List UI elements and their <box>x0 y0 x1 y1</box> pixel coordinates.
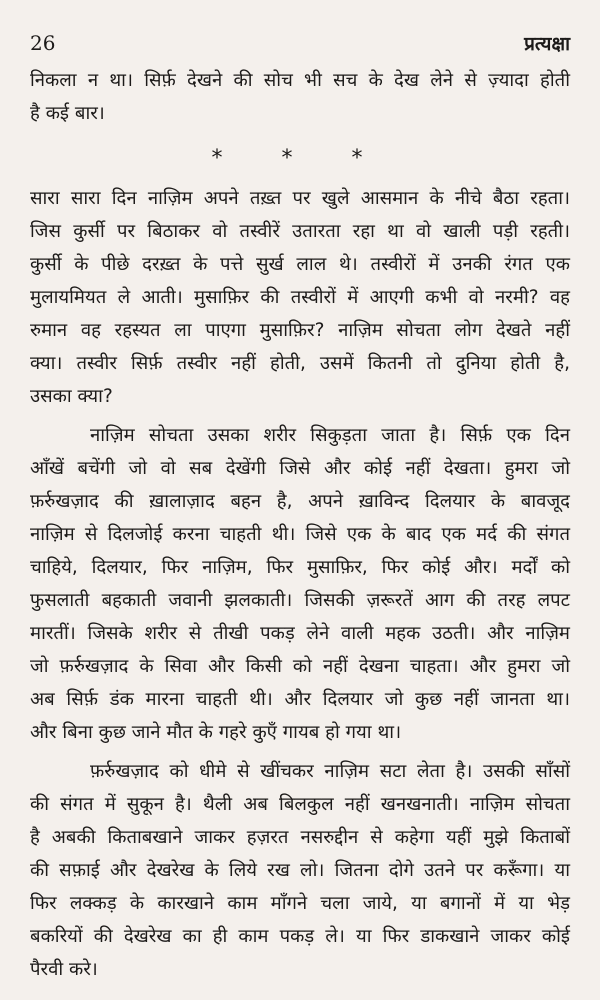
text-line: रुमान वह रहस्यत ला पाएगा मुसाफ़िर? नाज़िम सोचता लोग देखते नहीं <box>30 320 570 341</box>
text-line: फिर लक्कड़ के कारखाने काम माँगने चला जाये, या बगानों में या भेड़ <box>30 893 570 914</box>
text-line: फ़र्रुखज़ाद की ख़ालाज़ाद बहन है, अपने ख़ाविन्द दिलयार के बावजूद <box>30 491 570 512</box>
text-line: नाज़िम सोचता उसका शरीर सिकुड़ता जाता है। सिर्फ़ एक दिन <box>90 425 570 446</box>
text-line: पैरवी करे। <box>30 959 98 980</box>
text-line: मुलायमियत ले आती। मुसाफ़िर की तस्वीरों में आएगी कभी वो नरमी? वह <box>30 287 570 308</box>
text-line: जिस कुर्सी पर बिठाकर वो तस्वीरें उतारता रहा था वो खाली पड़ी रहती। <box>30 221 570 242</box>
text-line: कुर्सी के पीछे दरख़्त के पत्ते सुर्ख लाल थे। तस्वीरों में उनकी रंगत एक <box>30 254 570 275</box>
paragraph-2 <box>30 419 570 749</box>
text-line: है कई बार। <box>30 103 105 124</box>
running-title: प्रत्यक्षा <box>524 33 570 55</box>
text-line: सारा सारा दिन नाज़िम अपने तख़्त पर खुले आसमान के नीचे बैठा रहता। <box>30 188 570 209</box>
text-line: उसका क्या? <box>30 386 113 407</box>
paragraph-1 <box>30 182 570 413</box>
text-line: की सफ़ाई और देखरेख के लिये रख लो। जितना दोगे उतने पर करूँगा। या <box>30 860 570 881</box>
paragraph-continuation <box>30 64 570 130</box>
text-line: की संगत में सुकून है। थैली अब बिलकुल नहीं खनखनाती। नाज़िम सोचता <box>30 794 570 815</box>
text-line: चाहिये, दिलयार, फिर नाज़िम, फिर मुसाफ़िर, फिर कोई और। मर्दों को <box>30 557 570 578</box>
text-line: बकरियों की देखरेख का ही काम पकड़ ले। या फिर डाकखाने जाकर कोई <box>30 926 570 947</box>
text-line: है अबकी किताबखाने जाकर हज़रत नसरुद्दीन से कहेगा यहीं मुझे किताबों <box>30 827 570 848</box>
paragraph-3 <box>30 755 570 986</box>
text-line: क्या। तस्वीर सिर्फ़ तस्वीर नहीं होती, उसमें कितनी तो दुनिया होती है, <box>30 353 570 374</box>
text-line: अब सिर्फ़ डंक मारना चाहती थी। और दिलयार जो कुछ नहीं जानता था। <box>30 689 570 710</box>
text-line: नाज़िम से दिलजोई करना चाहती थी। जिसे एक के बाद एक मर्द की संगत <box>30 524 570 545</box>
text-line: फुसलाती बहकाती जवानी झलकाती। जिसकी ज़रूरतें आग की तरह लपट <box>30 590 570 611</box>
text-line: मारतीं। जिसके शरीर से तीखी पकड़ लेने वाली महक उठती। और नाज़िम <box>30 623 570 644</box>
text-line: आँखें बचेंगी जो वो सब देखेंगी जिसे और कोई नहीं देखता। हुमरा जो <box>30 458 570 479</box>
section-separator: * * * <box>211 146 389 171</box>
page-number: 26 <box>30 31 56 55</box>
text-line: जो फ़र्रुखज़ाद के सिवा और किसी को नहीं देखना चाहता। और हुमरा जो <box>30 656 570 677</box>
text-line: और बिना कुछ जाने मौत के गहरे कुएँ गायब हो गया था। <box>30 722 402 743</box>
text-line: फ़र्रुखज़ाद को धीमे से खींचकर नाज़िम सटा लेता है। उसकी साँसों <box>90 761 570 782</box>
page-header <box>30 30 570 64</box>
text-line: निकला न था। सिर्फ़ देखने की सोच भी सच के देख लेने से ज़्यादा होती <box>30 70 570 91</box>
